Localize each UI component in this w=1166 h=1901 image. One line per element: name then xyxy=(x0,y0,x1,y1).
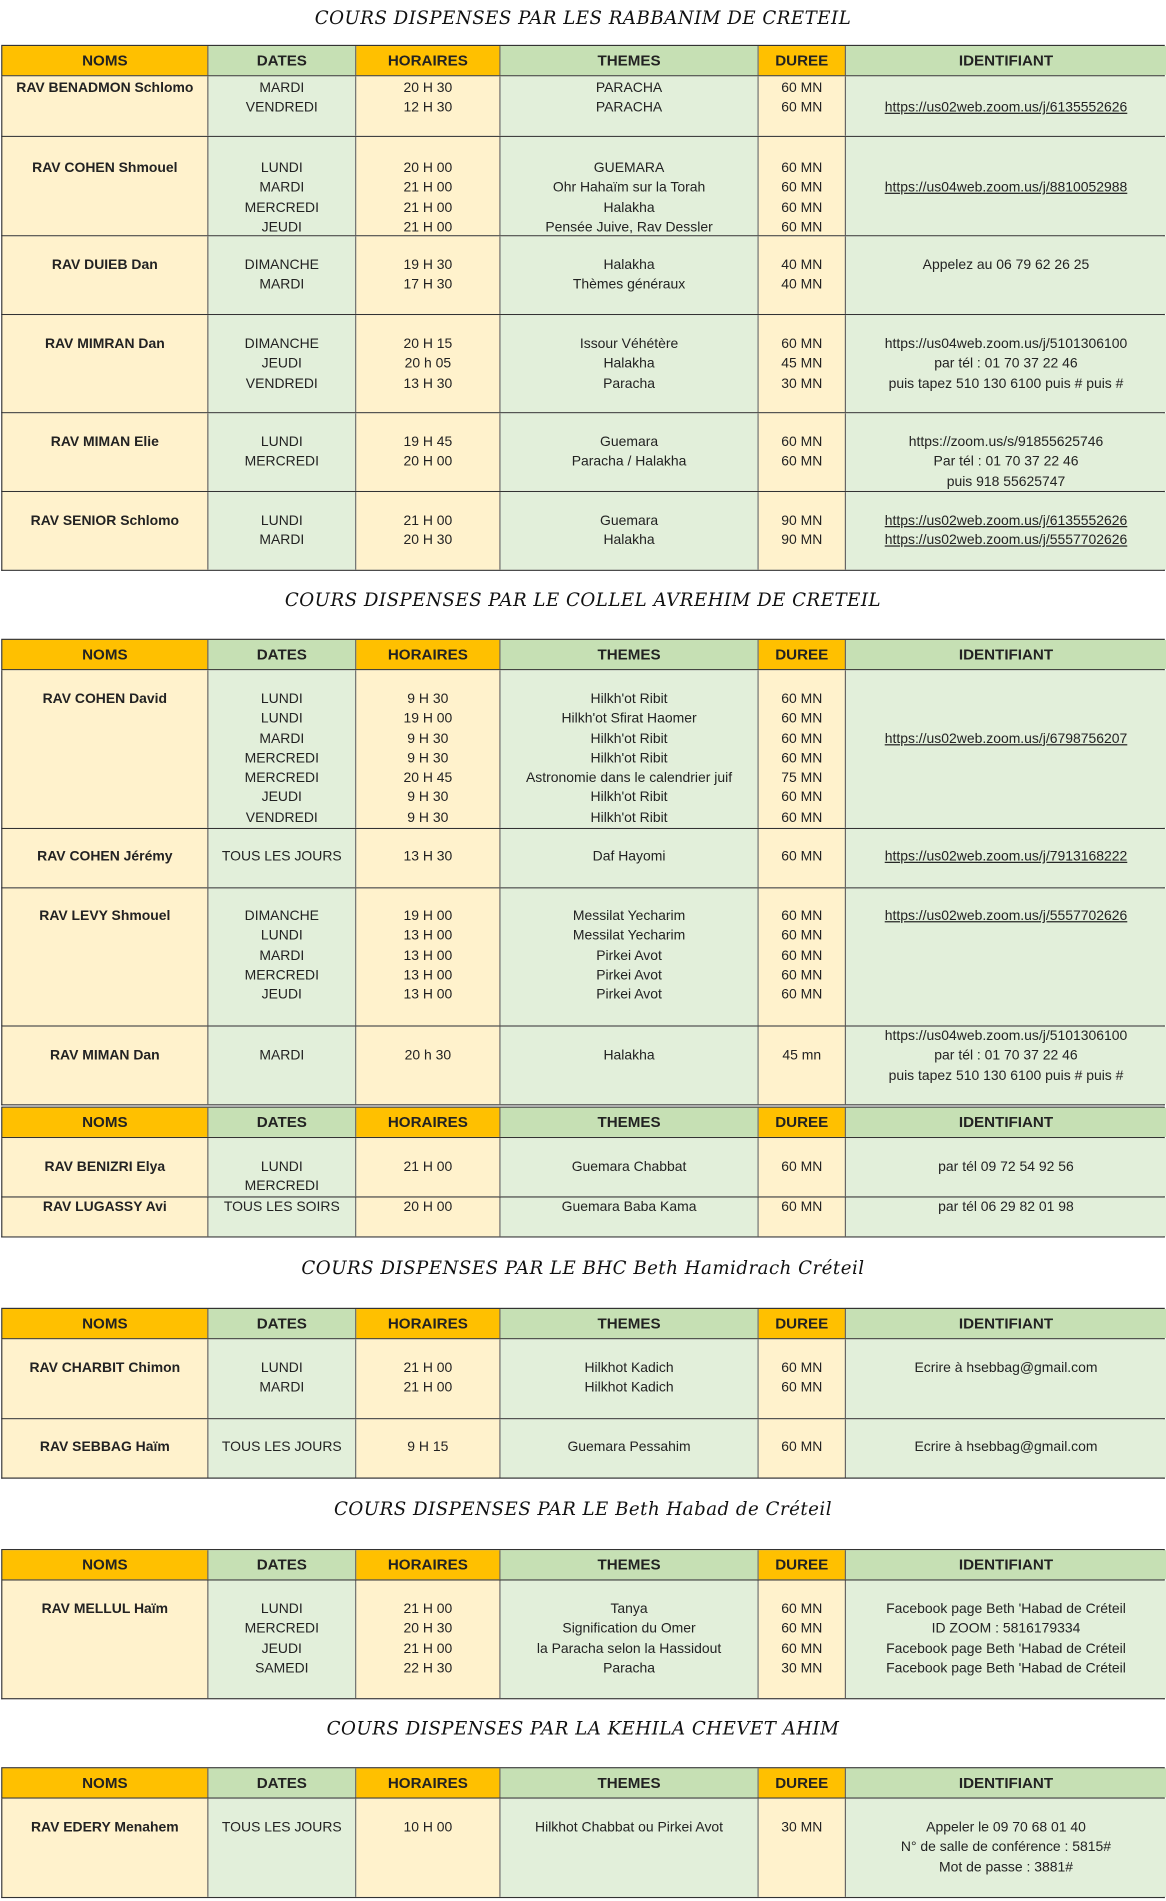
cell-times: 9 H 30 19 H 00 9 H 30 9 H 30 20 H 45 9 H 30 9 H 30 xyxy=(356,670,500,828)
cell-duration: 60 MN xyxy=(759,1138,846,1196)
cell-themes: Halakha Thèmes généraux xyxy=(501,236,759,314)
section-title: COURS DISPENSES PAR LE BHC Beth Hamidrach Créteil xyxy=(301,1256,865,1279)
header-duration: DUREE xyxy=(759,640,846,669)
cell-dates: TOUS LES JOURS xyxy=(208,1419,356,1477)
cell-themes: Guemara Paracha / Halakha xyxy=(501,413,759,491)
cell-name: RAV MIMRAN Dan xyxy=(2,315,208,412)
cell-dates: MARDI VENDREDI xyxy=(208,76,356,135)
cell-themes: Hilkhot Chabbat ou Pirkei Avot xyxy=(501,1799,759,1897)
table-row xyxy=(1,1198,1165,1238)
table-row xyxy=(1,413,1165,492)
cell-times: 21 H 00 20 H 30 xyxy=(356,492,500,570)
cell-id: Appeler le 09 70 68 01 40 N° de salle de conférence : 5815# Mot de passe : 3881# xyxy=(846,1799,1166,1897)
header-id: IDENTIFIANT xyxy=(846,1309,1166,1338)
cell-name: RAV BENIZRI Elya xyxy=(2,1138,208,1196)
cell-duration: 60 MN 60 MN 60 MN 60 MN 75 MN 60 MN 60 MN xyxy=(759,670,846,828)
table-row xyxy=(1,137,1165,236)
cell-themes: Daf Hayomi xyxy=(501,829,759,887)
zoom-link[interactable]: https://us02web.zoom.us/j/6135552626 xyxy=(846,76,1166,135)
table-row xyxy=(1,76,1165,137)
cell-id[interactable]: https://us04web.zoom.us/j/5101306100 par tél : 01 70 37 22 46 puis tapez 510 130 6100 puis # puis # xyxy=(846,315,1166,412)
cell-name: RAV COHEN David xyxy=(2,670,208,828)
header-names: NOMS xyxy=(2,1108,208,1137)
cell-id: Appelez au 06 79 62 26 25 xyxy=(846,236,1166,314)
table-header xyxy=(1,1549,1165,1581)
cell-duration: 60 MN 60 MN xyxy=(759,76,846,135)
cell-name: RAV COHEN Jérémy xyxy=(2,829,208,887)
header-id: IDENTIFIANT xyxy=(846,640,1166,669)
cell-duration: 45 mn xyxy=(759,1027,846,1105)
header-names: NOMS xyxy=(2,1768,208,1797)
cell-times: 20 H 00 xyxy=(356,1198,500,1237)
cell-id: Ecrire à hsebbag@gmail.com xyxy=(846,1419,1166,1477)
cell-times: 9 H 15 xyxy=(356,1419,500,1477)
header-duration: DUREE xyxy=(759,1309,846,1338)
cell-name: RAV COHEN Shmouel xyxy=(2,137,208,235)
cell-times: 21 H 00 xyxy=(356,1138,500,1196)
table-row xyxy=(1,1027,1165,1106)
cell-name: RAV LEVY Shmouel xyxy=(2,888,208,1025)
header-dates: DATES xyxy=(208,1108,356,1137)
table-header xyxy=(1,1107,1165,1139)
cell-themes: Issour Véhétère Halakha Paracha xyxy=(501,315,759,412)
header-duration: DUREE xyxy=(759,1108,846,1137)
section-title: COURS DISPENSES PAR LE COLLEL AVREHIM DE CRETEIL xyxy=(284,589,882,611)
header-times: HORAIRES xyxy=(356,1550,500,1579)
cell-id: par tél 06 29 82 01 98 xyxy=(846,1198,1166,1237)
cell-duration: 60 MN 60 MN xyxy=(759,1339,846,1418)
cell-dates: DIMANCHE JEUDI VENDREDI xyxy=(208,315,356,412)
cell-duration: 60 MN 60 MN 60 MN 60 MN xyxy=(759,137,846,235)
table-row xyxy=(1,1339,1165,1419)
header-dates: DATES xyxy=(208,1768,356,1797)
cell-duration: 30 MN xyxy=(759,1799,846,1897)
table-row xyxy=(1,236,1165,315)
cell-duration: 90 MN 90 MN xyxy=(759,492,846,570)
table-header xyxy=(1,1308,1165,1340)
cell-name: RAV CHARBIT Chimon xyxy=(2,1339,208,1418)
cell-name: RAV EDERY Menahem xyxy=(2,1799,208,1897)
cell-name: RAV SENIOR Schlomo xyxy=(2,492,208,570)
cell-themes: PARACHA PARACHA xyxy=(501,76,759,135)
table-header xyxy=(1,639,1165,671)
header-names: NOMS xyxy=(2,640,208,669)
cell-id: par tél 09 72 54 92 56 xyxy=(846,1138,1166,1196)
section-title: COURS DISPENSES PAR LA KEHILA CHEVET AHIM xyxy=(326,1717,840,1740)
header-times: HORAIRES xyxy=(356,1768,500,1797)
header-dates: DATES xyxy=(208,1550,356,1579)
cell-themes: Tanya Signification du Omer la Paracha selon la Hassidout Paracha xyxy=(501,1581,759,1699)
cell-times: 20 H 15 20 h 05 13 H 30 xyxy=(356,315,500,412)
cell-dates: LUNDI MARDI xyxy=(208,492,356,570)
cell-themes: GUEMARA Ohr Hahaïm sur la Torah Halakha Pensée Juive, Rav Dessler xyxy=(501,137,759,235)
section-title: COURS DISPENSES PAR LES RABBANIM DE CRETEIL xyxy=(314,7,852,30)
header-id: IDENTIFIANT xyxy=(846,1768,1166,1797)
zoom-link[interactable]: https://us02web.zoom.us/j/7913168222 xyxy=(846,829,1166,887)
cell-dates: LUNDI MARDI xyxy=(208,1339,356,1418)
table-row xyxy=(1,670,1165,829)
header-id: IDENTIFIANT xyxy=(846,46,1166,75)
table-row xyxy=(1,1581,1165,1700)
header-names: NOMS xyxy=(2,1309,208,1338)
table-header xyxy=(1,45,1165,77)
header-themes: THEMES xyxy=(501,46,759,75)
header-names: NOMS xyxy=(2,46,208,75)
cell-times: 20 H 30 12 H 30 xyxy=(356,76,500,135)
header-times: HORAIRES xyxy=(356,1108,500,1137)
cell-dates: DIMANCHE MARDI xyxy=(208,236,356,314)
table-row xyxy=(1,1799,1165,1898)
header-duration: DUREE xyxy=(759,1768,846,1797)
cell-dates: TOUS LES JOURS xyxy=(208,829,356,887)
header-themes: THEMES xyxy=(501,640,759,669)
cell-dates: MARDI xyxy=(208,1027,356,1105)
header-times: HORAIRES xyxy=(356,1309,500,1338)
table-row xyxy=(1,888,1165,1026)
header-id: IDENTIFIANT xyxy=(846,1550,1166,1579)
cell-themes: Hilkhot Kadich Hilkhot Kadich xyxy=(501,1339,759,1418)
cell-name: RAV MELLUL Haïm xyxy=(2,1581,208,1699)
header-id: IDENTIFIANT xyxy=(846,1108,1166,1137)
header-themes: THEMES xyxy=(501,1108,759,1137)
cell-themes: Guemara Chabbat xyxy=(501,1138,759,1196)
cell-dates: LUNDI LUNDI MARDI MERCREDI MERCREDI JEUDI VENDREDI xyxy=(208,670,356,828)
header-dates: DATES xyxy=(208,1309,356,1338)
cell-times: 19 H 45 20 H 00 xyxy=(356,413,500,491)
header-dates: DATES xyxy=(208,640,356,669)
header-duration: DUREE xyxy=(759,46,846,75)
header-themes: THEMES xyxy=(501,1309,759,1338)
cell-themes: Guemara Pessahim xyxy=(501,1419,759,1477)
cell-times: 19 H 00 13 H 00 13 H 00 13 H 00 13 H 00 xyxy=(356,888,500,1025)
cell-id[interactable]: https://us04web.zoom.us/j/5101306100 par tél : 01 70 37 22 46 puis tapez 510 130 6100 puis # puis # xyxy=(846,1027,1166,1105)
cell-dates: LUNDI MERCREDI xyxy=(208,413,356,491)
cell-duration: 40 MN 40 MN xyxy=(759,236,846,314)
cell-duration: 60 MN 60 MN 60 MN 60 MN 60 MN xyxy=(759,888,846,1025)
header-names: NOMS xyxy=(2,1550,208,1579)
table-row xyxy=(1,1138,1165,1197)
cell-duration: 60 MN xyxy=(759,1419,846,1477)
zoom-link[interactable]: https://us02web.zoom.us/j/5557702626 xyxy=(846,888,1166,1025)
cell-id: Facebook page Beth 'Habad de Créteil ID ZOOM : 5816179334 Facebook page Beth 'Habad de Créteil Facebook page Beth 'Habad de Créteil xyxy=(846,1581,1166,1699)
section-title: COURS DISPENSES PAR LE Beth Habad de Créteil xyxy=(333,1498,832,1520)
cell-themes: Messilat Yecharim Messilat Yecharim Pirkei Avot Pirkei Avot Pirkei Avot xyxy=(501,888,759,1025)
cell-dates: LUNDI MARDI MERCREDI JEUDI xyxy=(208,137,356,235)
cell-themes: Guemara Baba Kama xyxy=(501,1198,759,1237)
table-row xyxy=(1,1419,1165,1478)
cell-duration: 60 MN xyxy=(759,829,846,887)
cell-times: 20 h 30 xyxy=(356,1027,500,1105)
cell-duration: 60 MN 60 MN 60 MN 30 MN xyxy=(759,1581,846,1699)
cell-id: Ecrire à hsebbag@gmail.com xyxy=(846,1339,1166,1418)
cell-name: RAV MIMAN Elie xyxy=(2,413,208,491)
cell-duration: 60 MN 45 MN 30 MN xyxy=(759,315,846,412)
cell-dates: TOUS LES SOIRS xyxy=(208,1198,356,1237)
cell-themes: Halakha xyxy=(501,1027,759,1105)
cell-name: RAV MIMAN Dan xyxy=(2,1027,208,1105)
cell-dates: DIMANCHE LUNDI MARDI MERCREDI JEUDI xyxy=(208,888,356,1025)
cell-dates: LUNDI MERCREDI JEUDI SAMEDI xyxy=(208,1581,356,1699)
cell-dates: LUNDI MERCREDI xyxy=(208,1138,356,1196)
table-row xyxy=(1,829,1165,888)
header-dates: DATES xyxy=(208,46,356,75)
cell-id[interactable]: https://zoom.us/s/91855625746 Par tél : 01 70 37 22 46 puis 918 55625747 xyxy=(846,413,1166,491)
table-row xyxy=(1,315,1165,413)
cell-name: RAV SEBBAG Haïm xyxy=(2,1419,208,1477)
cell-duration: 60 MN xyxy=(759,1198,846,1237)
cell-themes: Guemara Halakha xyxy=(501,492,759,570)
header-themes: THEMES xyxy=(501,1550,759,1579)
cell-times: 20 H 00 21 H 00 21 H 00 21 H 00 xyxy=(356,137,500,235)
cell-times: 21 H 00 20 H 30 21 H 00 22 H 30 xyxy=(356,1581,500,1699)
header-times: HORAIRES xyxy=(356,640,500,669)
cell-themes: Hilkh'ot Ribit Hilkh'ot Sfirat Haomer Hilkh'ot Ribit Hilkh'ot Ribit Astronomie dans le calendrier juif Hilkh'ot Ribit Hilkh'ot Ribit xyxy=(501,670,759,828)
cell-name: RAV LUGASSY Avi xyxy=(2,1198,208,1237)
table-row xyxy=(1,492,1165,571)
cell-name: RAV DUIEB Dan xyxy=(2,236,208,314)
cell-name: RAV BENADMON Schlomo xyxy=(2,76,208,135)
zoom-link[interactable]: https://us02web.zoom.us/j/6798756207 xyxy=(846,670,1166,828)
cell-times: 21 H 00 21 H 00 xyxy=(356,1339,500,1418)
zoom-link[interactable]: https://us02web.zoom.us/j/6135552626 https://us02web.zoom.us/j/5557702626 xyxy=(846,492,1166,570)
table-header xyxy=(1,1767,1165,1799)
cell-dates: TOUS LES JOURS xyxy=(208,1799,356,1897)
cell-times: 19 H 30 17 H 30 xyxy=(356,236,500,314)
header-themes: THEMES xyxy=(501,1768,759,1797)
header-duration: DUREE xyxy=(759,1550,846,1579)
zoom-link[interactable]: https://us04web.zoom.us/j/8810052988 xyxy=(846,137,1166,235)
cell-times: 10 H 00 xyxy=(356,1799,500,1897)
cell-duration: 60 MN 60 MN xyxy=(759,413,846,491)
cell-times: 13 H 30 xyxy=(356,829,500,887)
header-times: HORAIRES xyxy=(356,46,500,75)
